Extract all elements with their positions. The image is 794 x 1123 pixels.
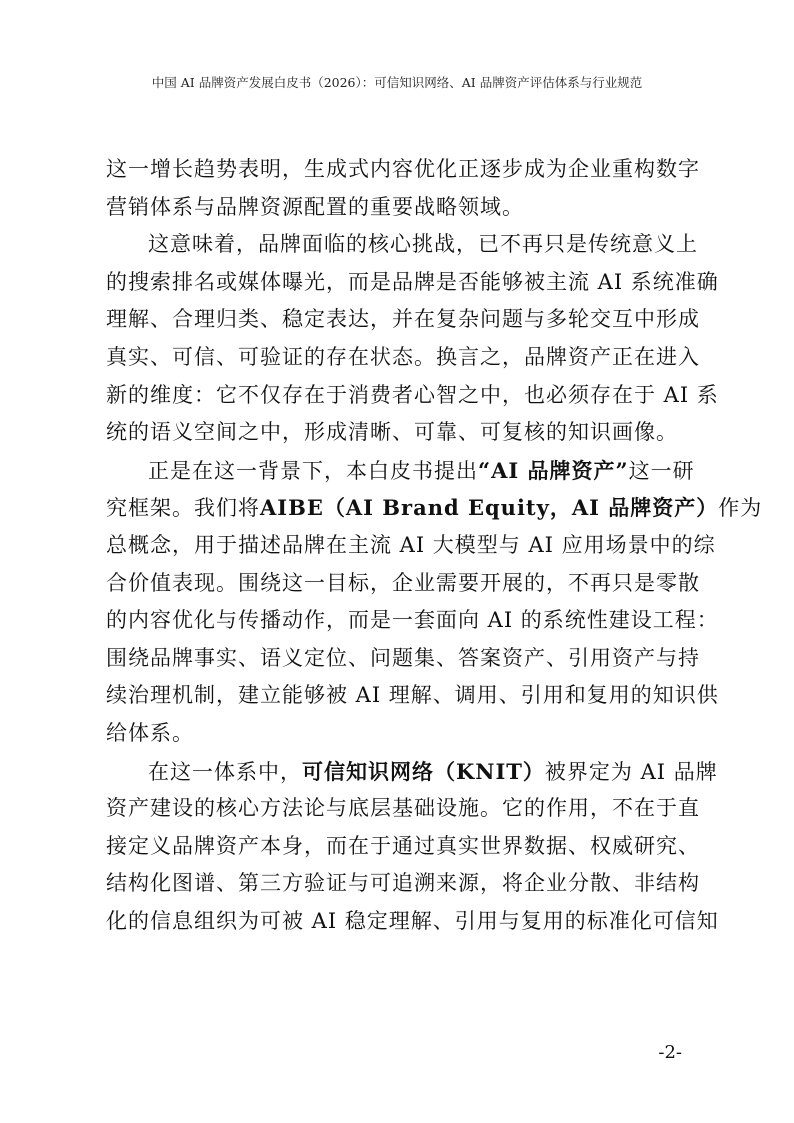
paragraph-line: 的搜索排名或媒体曝光，而是品牌是否能够被主流 AI 系统准确 — [106, 269, 719, 294]
paragraph-line: 营销体系与品牌资源配置的重要战略领域。 — [106, 194, 524, 219]
paragraph-1 — [106, 151, 700, 226]
paragraph-line: 新的维度：它不仅存在于消费者心智之中，也必须存在于 AI 系 — [106, 382, 719, 407]
paragraph-line: 真实、可信、可验证的存在状态。换言之，品牌资产正在进入 — [106, 344, 700, 369]
emphasis-term: AIBE（AI Brand Equity，AI 品牌资产） — [260, 495, 719, 521]
paragraph-line: 接定义品牌资产本身，而在于通过真实世界数据、权威研究、 — [106, 833, 700, 858]
paragraph-line: 给体系。 — [106, 720, 194, 745]
paragraph-4 — [106, 753, 719, 941]
paragraph-line: 资产建设的核心方法论与底层基础设施。它的作用，不在于直 — [106, 796, 700, 821]
paragraph-line — [106, 489, 763, 527]
emphasis-term: “AI 品牌资产” — [478, 457, 629, 483]
paragraph-3 — [106, 452, 763, 753]
page-number: -2- — [658, 1042, 682, 1063]
paragraph-line: 总概念，用于描述品牌在主流 AI 大模型与 AI 应用场景中的综 — [106, 532, 716, 557]
text-run: 在这一体系中， — [148, 759, 302, 784]
body-text — [106, 151, 763, 940]
running-header: 中国 AI 品牌资产发展白皮书（2026）：可信知识网络、AI 品牌资产评估体系与行业规范 — [151, 75, 643, 90]
paragraph-line: 化的信息组织为可被 AI 稳定理解、引用与复用的标准化可信知 — [106, 908, 719, 933]
text-run: 这一研 — [628, 458, 695, 483]
text-run: 究框架。我们将 — [106, 496, 260, 521]
paragraph-line: 理解、合理归类、稳定表达，并在复杂问题与多轮交互中形成 — [106, 307, 700, 332]
paragraph-line: 这意味着，品牌面临的核心挑战，已不再只是传统意义上 — [148, 232, 698, 257]
paragraph-line: 合价值表现。围绕这一目标，企业需要开展的，不再只是零散 — [106, 570, 700, 595]
emphasis-term: 可信知识网络（KNIT） — [302, 758, 545, 784]
text-run: 被界定为 AI 品牌 — [544, 759, 718, 784]
paragraph-line — [106, 753, 718, 791]
paragraph-line: 这一增长趋势表明，生成式内容优化正逐步成为企业重构数字 — [106, 157, 700, 181]
paragraph-2 — [106, 226, 719, 452]
text-run: 作为 — [718, 496, 763, 521]
paragraph-line: 围绕品牌事实、语义定位、问题集、答案资产、引用资产与持 — [106, 645, 700, 670]
paragraph-line: 结构化图谱、第三方验证与可追溯来源，将企业分散、非结构 — [106, 871, 700, 896]
paragraph-line — [106, 452, 694, 490]
paragraph-line: 的内容优化与传播动作，而是一套面向 AI 的系统性建设工程： — [106, 608, 719, 633]
paragraph-line: 统的语义空间之中，形成清晰、可靠、可复核的知识画像。 — [106, 420, 678, 445]
paragraph-line: 续治理机制，建立能够被 AI 理解、调用、引用和复用的知识供 — [106, 683, 719, 708]
text-run: 正是在这一背景下，本白皮书提出 — [148, 458, 478, 483]
